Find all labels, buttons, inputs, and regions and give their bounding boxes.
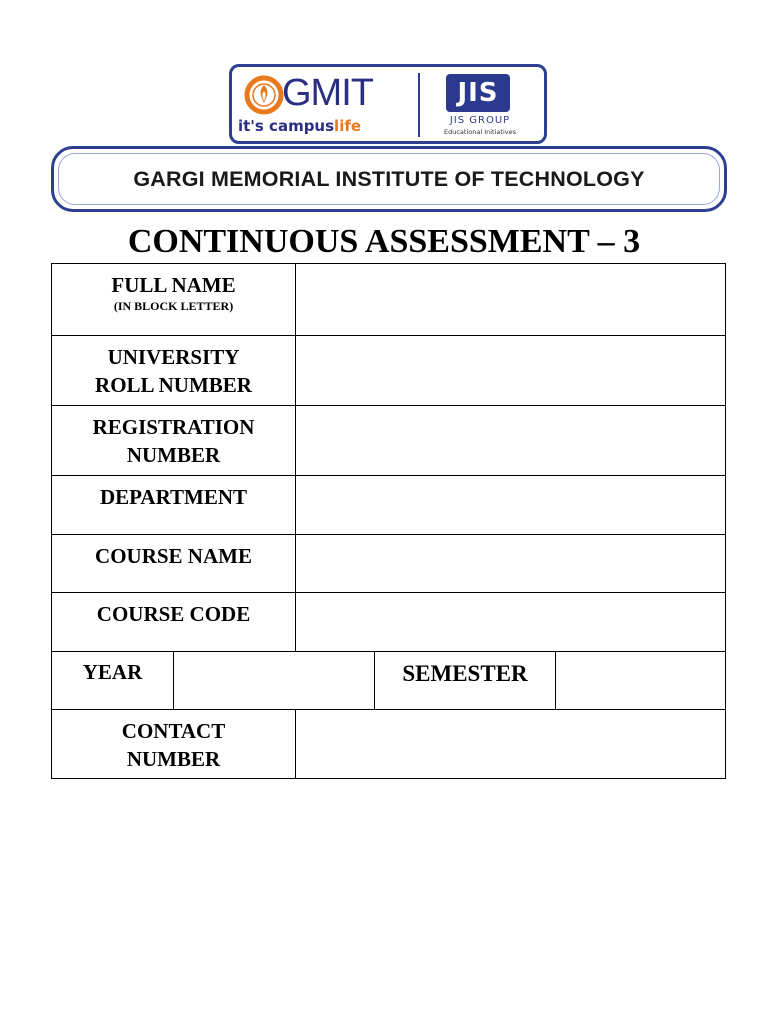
contact-label-line1: CONTACT <box>121 719 226 743</box>
university-roll-label-line2: ROLL NUMBER <box>95 373 252 397</box>
institute-name: GARGI MEMORIAL INSTITUTE OF TECHNOLOGY <box>133 166 645 191</box>
department-label: DEPARTMENT <box>52 476 296 535</box>
campus-tagline-highlight: life <box>334 117 362 135</box>
year-label: YEAR <box>52 652 174 710</box>
college-logo <box>229 64 547 144</box>
table-row <box>52 336 726 406</box>
institute-banner <box>51 146 727 212</box>
registration-label-line1: REGISTRATION <box>92 415 255 439</box>
year-field[interactable] <box>174 652 375 710</box>
university-roll-label-cell <box>52 336 296 406</box>
contact-number-field[interactable] <box>296 710 726 779</box>
page-title: CONTINUOUS ASSESSMENT – 3 <box>127 223 641 260</box>
table-row <box>52 535 726 593</box>
campus-tagline-prefix: it's campus <box>238 117 335 135</box>
registration-label-line2: NUMBER <box>126 443 221 467</box>
department-field[interactable] <box>296 476 726 535</box>
table-row <box>52 406 726 476</box>
jis-badge: JIS <box>446 74 510 112</box>
registration-label-cell <box>52 406 296 476</box>
table-row <box>52 710 726 779</box>
semester-field[interactable] <box>556 652 726 710</box>
student-details-table <box>51 263 726 779</box>
logo-divider <box>418 73 420 137</box>
full-name-label: FULL NAME <box>111 273 236 297</box>
table-row <box>52 593 726 652</box>
full-name-label-cell <box>52 264 296 336</box>
course-name-label: COURSE NAME <box>52 535 296 593</box>
full-name-field[interactable] <box>296 264 726 336</box>
flame-emblem-icon <box>244 75 284 115</box>
course-name-field[interactable] <box>296 535 726 593</box>
campus-tagline <box>238 117 361 135</box>
contact-label-line2: NUMBER <box>126 747 221 771</box>
table-row <box>52 476 726 535</box>
registration-field[interactable] <box>296 406 726 476</box>
jis-group-label: JIS GROUP <box>449 115 511 126</box>
semester-label: SEMESTER <box>375 652 556 710</box>
university-roll-field[interactable] <box>296 336 726 406</box>
university-roll-label-line1: UNIVERSITY <box>107 345 240 369</box>
course-code-label: COURSE CODE <box>52 593 296 652</box>
table-row <box>52 652 726 710</box>
full-name-sub-label: (IN BLOCK LETTER) <box>113 299 234 313</box>
contact-label-cell <box>52 710 296 779</box>
course-code-field[interactable] <box>296 593 726 652</box>
table-row <box>52 264 726 336</box>
jis-tagline: Educational Initiatives <box>444 128 516 136</box>
gmit-wordmark: GMIT <box>282 72 373 114</box>
